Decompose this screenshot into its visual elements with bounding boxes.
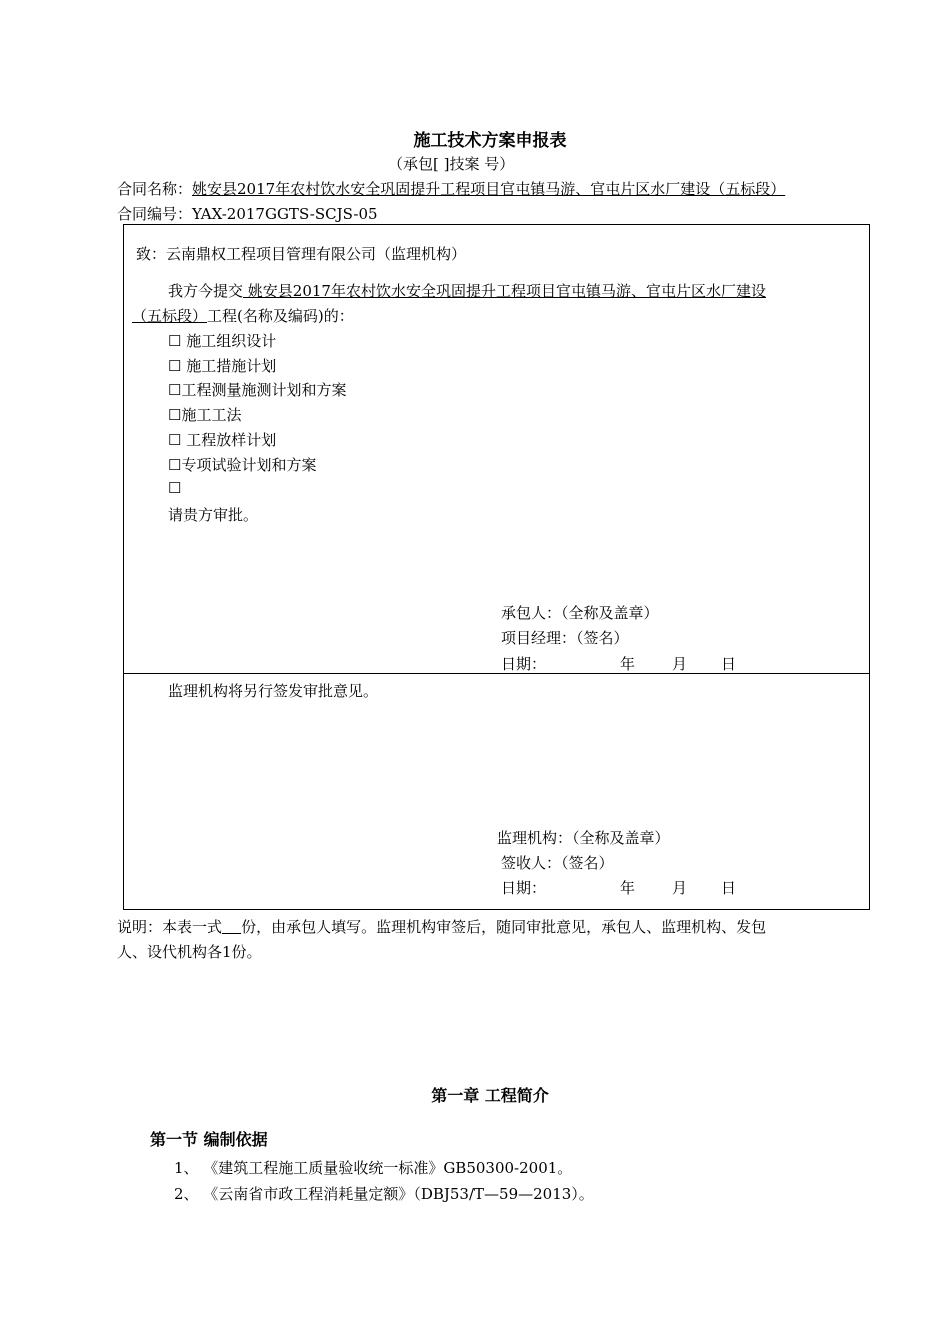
checkbox-item[interactable]: [168, 355, 276, 376]
contractor-date-day: 日: [721, 655, 737, 673]
supervisor-date-day: 日: [721, 879, 737, 897]
checkbox-item[interactable]: [168, 454, 316, 475]
contract-name-label: 合同名称：: [117, 180, 193, 198]
reference-item: 1、 《建筑工程施工质量验收统一标准》GB50300-2001。: [174, 1159, 573, 1177]
checkbox-label: 施工组织设计: [181, 332, 277, 350]
submit-project-line1: 姚安县2017年农村饮水安全巩固提升工程项目官屯镇马游、官屯片区水厂建设: [243, 282, 766, 300]
checkbox-item[interactable]: [168, 429, 276, 450]
reference-item: 2、 《云南省市政工程消耗量定额》（DBJ53/T—59—2013）。: [174, 1185, 594, 1203]
checkbox-label: 施工工法: [181, 406, 242, 424]
to-line: 致：云南鼎权工程项目管理有限公司（监理机构）: [136, 245, 467, 263]
submit-line-2: [132, 305, 354, 326]
checkbox-label: 工程放样计划: [181, 431, 277, 449]
section-title: 第一节 编制依据: [150, 1130, 268, 1149]
submit-suffix: 工程(名称及编码)的：: [207, 307, 354, 325]
note-line-2: 人、设代机构各1份。: [117, 943, 262, 961]
table-divider: [124, 673, 869, 674]
checkbox-icon[interactable]: ☐: [168, 381, 182, 399]
note-prefix: 说明：本表一式: [117, 918, 223, 936]
contract-no-row: [117, 203, 378, 224]
checkbox-label: 工程测量施测计划和方案: [181, 381, 347, 399]
supervisor-note: 监理机构将另行签发审批意见。: [168, 682, 379, 700]
checkbox-icon[interactable]: ☐: [168, 479, 182, 497]
contractor-label: 承包人：（全称及盖章）: [501, 604, 659, 622]
checkbox-icon[interactable]: ☐: [168, 332, 182, 350]
submit-prefix: 我方今提交: [168, 282, 244, 300]
manager-label: 项目经理：（签名）: [501, 629, 629, 647]
note-line-1: [117, 916, 766, 937]
checkbox-item[interactable]: [168, 330, 276, 351]
receiver-label: 签收人：（签名）: [501, 854, 614, 872]
checkbox-item[interactable]: [168, 479, 181, 497]
checkbox-icon[interactable]: ☐: [168, 431, 182, 449]
note-blank: [222, 918, 241, 936]
note-suffix: 份，由承包人填写。监理机构审签后，随同审批意见，承包人、监理机构、发包: [241, 918, 767, 936]
contract-name-row: [117, 178, 785, 199]
form-table: [123, 224, 870, 910]
request-text: 请贵方审批。: [168, 506, 259, 524]
submit-project-line2: （五标段）: [132, 307, 208, 325]
checkbox-label: 专项试验计划和方案: [181, 456, 317, 474]
contract-no-value: YAX-2017GGTS-SCJS-05: [192, 205, 378, 223]
checkbox-item[interactable]: [168, 379, 346, 400]
contractor-date-month: 月: [672, 655, 688, 673]
supervisor-label: 监理机构：（全称及盖章）: [497, 829, 670, 847]
contractor-date-year: 年: [620, 655, 636, 673]
supervisor-date-month: 月: [672, 879, 688, 897]
checkbox-label: 施工措施计划: [181, 357, 277, 375]
contract-no-label: 合同编号：: [117, 205, 193, 223]
chapter-title: 第一章 工程简介: [431, 1086, 549, 1105]
form-title: 施工技术方案申报表: [413, 131, 567, 151]
checkbox-item[interactable]: [168, 404, 241, 425]
contractor-date-label: 日期：: [501, 655, 547, 673]
checkbox-icon[interactable]: ☐: [168, 456, 182, 474]
supervisor-date-label: 日期：: [501, 879, 547, 897]
form-subtitle: （承包[ ]技案 号）: [388, 155, 515, 173]
supervisor-date-year: 年: [620, 879, 636, 897]
contract-name-value: 姚安县2017年农村饮水安全巩固提升工程项目官屯镇马游、官屯片区水厂建设（五标段）: [192, 180, 786, 198]
checkbox-icon[interactable]: ☐: [168, 406, 182, 424]
checkbox-icon[interactable]: ☐: [168, 357, 182, 375]
submit-line-1: [168, 280, 766, 301]
